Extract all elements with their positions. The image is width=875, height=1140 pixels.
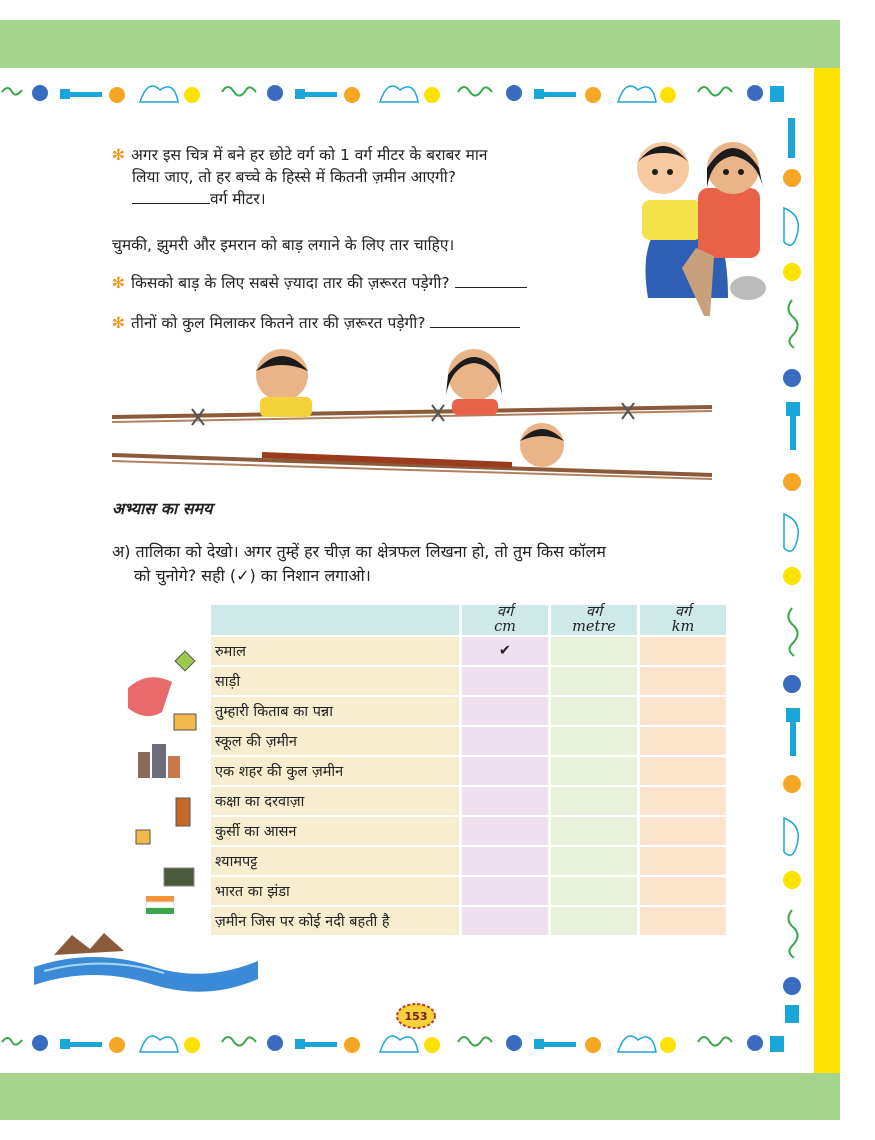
cell-sq-cm[interactable]	[462, 757, 548, 785]
column-header-top: वर्ग	[585, 604, 603, 620]
table-row	[211, 787, 726, 815]
question-3-text: तीनों को कुल मिलाकर कितने तार की ज़रूरत पड़ेगी?	[131, 314, 426, 332]
page-number: 153	[404, 1010, 428, 1023]
cell-sq-km[interactable]	[640, 637, 726, 665]
children-illustration	[608, 128, 788, 328]
cell-sq-cm[interactable]	[462, 907, 548, 935]
cell-sq-cm[interactable]	[462, 847, 548, 875]
table-row	[211, 847, 726, 875]
row-item-label: रुमाल	[211, 637, 459, 665]
question-1-line-2: लिया जाए, तो हर बच्चे के हिस्से में कितनी ज़मीन आएगी?	[132, 168, 456, 186]
row-item-label: एक शहर की कुल ज़मीन	[211, 757, 459, 785]
star-bullet-icon: ✻	[112, 314, 125, 332]
answer-blank-3[interactable]	[430, 313, 520, 328]
header-blank-cell	[211, 605, 459, 635]
page-number-badge	[395, 1002, 437, 1030]
question-1-line-1: अगर इस चित्र में बने हर छोटे वर्ग को 1 वर्ग मीटर के बराबर मान	[131, 146, 488, 164]
cell-sq-km[interactable]	[640, 667, 726, 695]
column-header-sq-metre	[551, 605, 637, 635]
table-side-illustrations	[108, 648, 206, 948]
table-row	[211, 907, 726, 935]
task-line-1: अ) तालिका को देखो। अगर तुम्हें हर चीज़ का क्षेत्रफल लिखना हो, तो तुम किस कॉलम	[112, 542, 606, 561]
cell-sq-km[interactable]	[640, 757, 726, 785]
cell-sq-km[interactable]	[640, 697, 726, 725]
cell-sq-km[interactable]	[640, 877, 726, 905]
cell-sq-km[interactable]	[640, 847, 726, 875]
column-header-unit: metre	[572, 619, 616, 635]
question-1-line-3: वर्ग मीटर।	[210, 190, 266, 208]
cell-sq-cm[interactable]	[462, 697, 548, 725]
area-units-table	[208, 603, 729, 937]
cell-sq-cm[interactable]	[462, 667, 548, 695]
cell-sq-cm[interactable]	[462, 727, 548, 755]
column-header-top: वर्ग	[674, 604, 692, 620]
cell-sq-cm[interactable]	[462, 817, 548, 845]
column-header-top: वर्ग	[496, 604, 514, 620]
star-bullet-icon: ✻	[112, 146, 125, 164]
row-item-label: तुम्हारी किताब का पन्ना	[211, 697, 459, 725]
row-item-label: कक्षा का दरवाज़ा	[211, 787, 459, 815]
question-3	[112, 312, 520, 334]
table-row	[211, 877, 726, 905]
practice-task	[112, 540, 722, 588]
cell-sq-metre[interactable]	[551, 787, 637, 815]
cell-sq-cm[interactable]	[462, 787, 548, 815]
star-bullet-icon: ✻	[112, 274, 125, 292]
row-item-label: स्कूल की ज़मीन	[211, 727, 459, 755]
column-header-sq-km	[640, 605, 726, 635]
intro-text: चुमकी, झुमरी और इमरान को बाड़ लगाने के लिए तार चाहिए।	[112, 236, 455, 254]
row-item-label: ज़मीन जिस पर कोई नदी बहती है	[211, 907, 459, 935]
border-top-row	[2, 85, 784, 103]
question-2-text: किसको बाड़ के लिए सबसे ज़्यादा तार की ज़रूरत पड़ेगी?	[131, 274, 450, 292]
cell-sq-metre[interactable]	[551, 637, 637, 665]
cell-sq-km[interactable]	[640, 907, 726, 935]
cell-sq-km[interactable]	[640, 727, 726, 755]
row-item-label: कुर्सी का आसन	[211, 817, 459, 845]
cell-sq-cm[interactable]	[462, 877, 548, 905]
column-header-unit: km	[671, 619, 695, 635]
cell-sq-cm[interactable]: ✔	[462, 637, 548, 665]
cell-sq-metre[interactable]	[551, 817, 637, 845]
cell-sq-metre[interactable]	[551, 727, 637, 755]
cell-sq-metre[interactable]	[551, 757, 637, 785]
row-item-label: साड़ी	[211, 667, 459, 695]
cell-sq-metre[interactable]	[551, 877, 637, 905]
cell-sq-metre[interactable]	[551, 847, 637, 875]
fence-illustration	[112, 345, 717, 485]
border-bottom-row	[2, 1035, 784, 1053]
column-header-sq-cm	[462, 605, 548, 635]
column-header-unit: cm	[494, 619, 516, 635]
cell-sq-km[interactable]	[640, 787, 726, 815]
table-row	[211, 637, 726, 665]
cell-sq-metre[interactable]	[551, 667, 637, 695]
cell-sq-km[interactable]	[640, 817, 726, 845]
cell-sq-metre[interactable]	[551, 907, 637, 935]
table-row	[211, 727, 726, 755]
row-item-label: भारत का झंडा	[211, 877, 459, 905]
table-row	[211, 697, 726, 725]
table-row	[211, 757, 726, 785]
answer-blank-1[interactable]	[132, 189, 210, 204]
practice-heading: अभ्यास का समय	[112, 499, 213, 518]
answer-blank-2[interactable]	[455, 273, 527, 288]
question-2	[112, 272, 527, 294]
task-line-2: को चुनोगे? सही (✓) का निशान लगाओ।	[134, 566, 371, 585]
table-row	[211, 817, 726, 845]
question-1	[112, 144, 592, 210]
cell-sq-metre[interactable]	[551, 697, 637, 725]
table-row	[211, 667, 726, 695]
table-header-row	[211, 605, 726, 635]
row-item-label: श्यामपट्ट	[211, 847, 459, 875]
